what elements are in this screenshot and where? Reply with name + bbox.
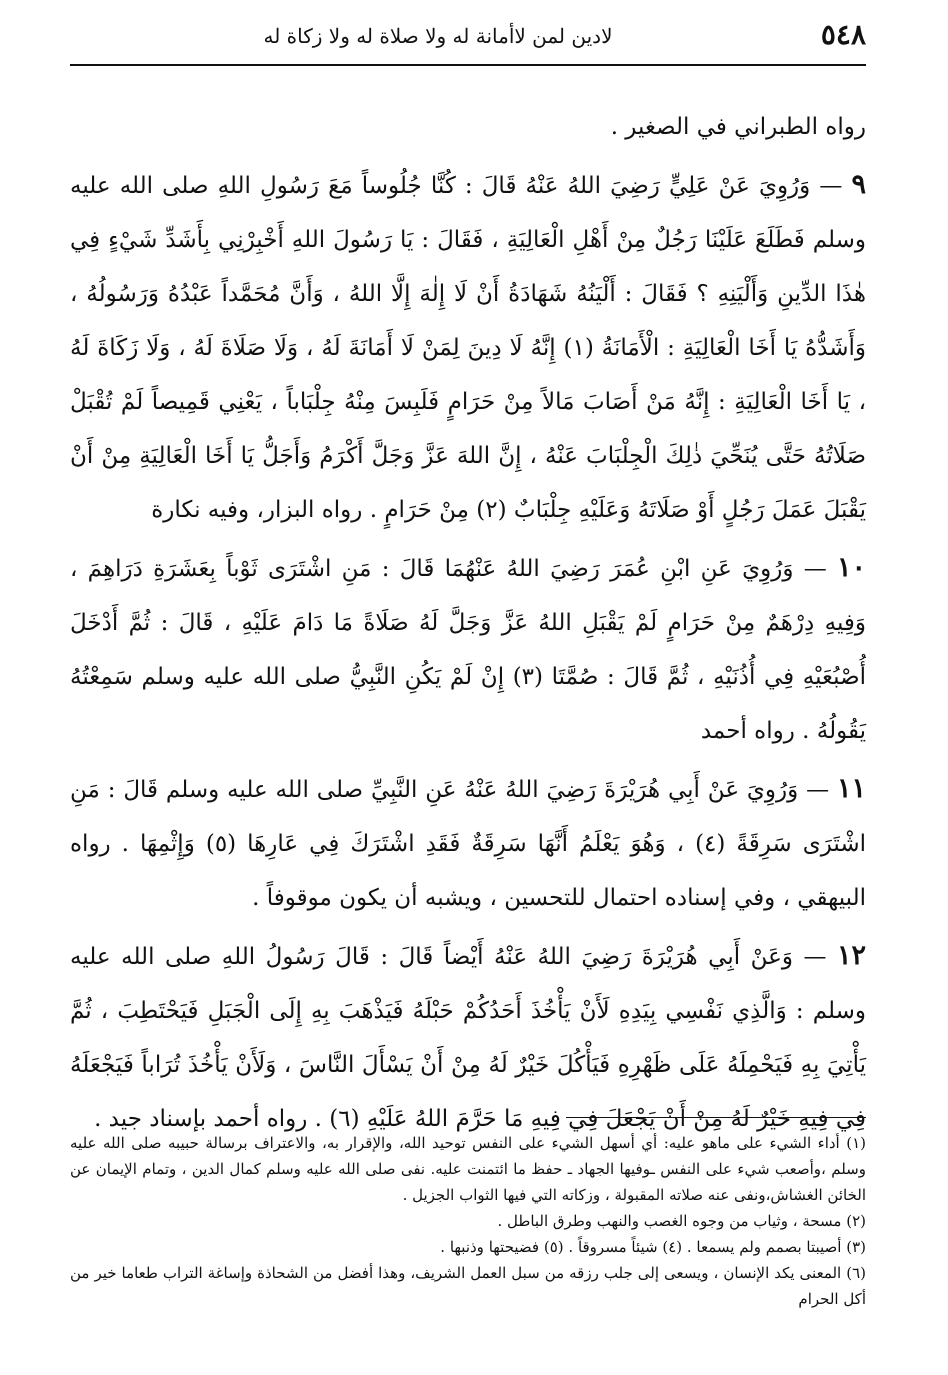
footnote-2: (٢) مسحة ، وثياب من وجوه الغصب والنهب وطرق الباطل . <box>497 1212 866 1230</box>
footnotes <box>70 1130 866 1312</box>
hadith-9 <box>70 158 866 537</box>
footnote-6: (٦) المعنى يكد الإنسان ، ويسعى إلى جلب رزقه من سبل العمل الشريف، وهذا أفضل من الشحاذة وإساغة التراب طعاما خير من أكل الحرام <box>70 1264 866 1308</box>
hadith-11 <box>70 762 866 925</box>
intro-line: رواه الطبراني في الصغير . <box>610 114 866 140</box>
hadith-text: — وَرُوِيَ عَنِ ابْنِ عُمَرَ رَضِيَ اللهُ عَنْهُمَا قَالَ : مَنِ اشْتَرَى ثَوْباً بِعَشَرَةِ دَرَاهِمَ ، وَفِيهِ دِرْهَمٌ مِنْ حَرَامٍ لَمْ يَقْبَلِ اللهُ عَزَّ وَجَلَّ لَهُ صَلَاةً مَا دَامَ عَلَيْهِ ، قَالَ : ثُمَّ أَدْخَلَ أُصْبُعَيْهِ فِي أُذُنَيْهِ ، ثُمَّ قَالَ : صُمَّتَا (٣) إِنْ لَمْ يَكُنِ النَّبِيُّ صلى الله عليه وسلم سَمِعْتُهُ يَقُولُهُ . رواه أحمد <box>70 556 866 744</box>
page-header <box>70 14 866 62</box>
hadith-number: ١٠ <box>837 552 867 583</box>
page-number: ٥٤٨ <box>820 18 866 51</box>
footnote-1: (١) أداء الشيء على ماهو عليه: أي أسهل الشيء على النفس توحيد الله، والإقرار به، والاعتراف برسالة حبيبه صلى الله عليه وسلم ،وأصعب شيء على النفس ـوفيها الجهاد ـ حفظ ما ائتمنت عليه. نفى صلى الله عليه وسلم كمال الدين ، وتمام الإيمان عن الخائن الغشاش،ونفى عنه صلاته المقبولة ، وزكاته التي فيها الثواب الجزيل . <box>70 1134 866 1204</box>
running-title: لادين لمن لاأمانة له ولا صلاة له ولا زكاة له <box>263 24 613 48</box>
footnote-3-4-5: (٣) أصيبتا بصمم ولم يسمعا . (٤) شيئاً مسروقاً . (٥) فضيحتها وذنبها . <box>440 1238 866 1256</box>
header-rule <box>70 64 866 66</box>
hadith-text: — وَرُوِيَ عَنْ عَلِيٍّ رَضِيَ اللهُ عَنْهُ قَالَ : كُنَّا جُلُوساً مَعَ رَسُولِ اللهِ صلى الله عليه وسلم فَطَلَعَ عَلَيْنَا رَجُلٌ مِنْ أَهْلِ الْعَالِيَةِ ، فَقَالَ : يَا رَسُولَ اللهِ أَخْبِرْنِي بِأَشَدِّ شَيْءٍ فِي هٰذَا الدِّينِ وَأَلْيَنِهِ ؟ فَقَالَ : أَلْيَنُهُ شَهَادَةُ أَنْ لَا إِلٰهَ إِلَّا اللهُ ، وَأَنَّ مُحَمَّداً عَبْدُهُ وَرَسُولُهُ ، وَأَشَدُّهُ يَا أَخَا الْعَالِيَةِ : الْأَمَانَةُ (١) إِنَّهُ لَا دِينَ لِمَنْ لَا أَمَانَةَ لَهُ ، وَلَا صَلَاةَ لَهُ ، وَلَا زَكَاةَ لَهُ ، يَا أَخَا الْعَالِيَةِ : إِنَّهُ مَنْ أَصَابَ مَالاً مِنْ حَرَامٍ فَلَبِسَ مِنْهُ جِلْبَاباً ، يَعْنِي قَمِيصاً لَمْ تُقْبَلْ صَلَاتُهُ حَتَّى يُنَحِّيَ ذٰلِكَ الْجِلْبَابَ عَنْهُ ، إِنَّ اللهَ عَزَّ وَجَلَّ أَكْرَمُ وَأَجَلُّ يَا أَخَا الْعَالِيَةِ مِنْ أَنْ يَقْبَلَ عَمَلَ رَجُلٍ أَوْ صَلَاتَهُ وَعَلَيْهِ جِلْبَابٌ (٢) مِنْ حَرَامٍ . رواه البزار، وفيه نكارة <box>70 173 867 523</box>
hadith-12 <box>70 929 866 1146</box>
hadith-number: ٩ <box>851 169 866 200</box>
hadith-10 <box>70 541 866 758</box>
footnote-rule <box>566 1117 866 1118</box>
hadith-text: — وَرُوِيَ عَنْ أَبِي هُرَيْرَةَ رَضِيَ اللهُ عَنْهُ عَنِ النَّبِيِّ صلى الله عليه وسلم قَالَ : مَنِ اشْتَرَى سَرِقَةً (٤) ، وَهُوَ يَعْلَمُ أَنَّهَا سَرِقَةٌ فَقَدِ اشْتَرَكَ فِي عَارِهَا (٥) وَإِثْمِهَا . رواه البيهقي ، وفي إسناده احتمال للتحسين ، ويشبه أن يكون موقوفاً . <box>70 777 866 911</box>
hadith-text: — وَعَنْ أَبِي هُرَيْرَةَ رَضِيَ اللهُ عَنْهُ أَيْضاً قَالَ : قَالَ رَسُولُ اللهِ صلى الله عليه وسلم : وَالَّذِي نَفْسِي بِيَدِهِ لَأَنْ يَأْخُذَ أَحَدُكُمْ حَبْلَهُ فَيَذْهَبَ بِهِ إِلَى الْجَبَلِ فَيَحْتَطِبَ ، ثُمَّ يَأْتِيَ بِهِ فَيَحْمِلَهُ عَلَى ظَهْرِهِ فَيَأْكُلَ خَيْرٌ لَهُ مِنْ أَنْ يَسْأَلَ النَّاسَ ، وَلَأَنْ يَأْخُذَ تُرَاباً فَيَجْعَلَهُ فِي فِيهِ خَيْرٌ لَهُ مِنْ أَنْ يَجْعَلَ فِي فِيهِ مَا حَرَّمَ اللهُ عَلَيْهِ (٦) . رواه أحمد بإسناد جيد . <box>70 944 866 1132</box>
main-text <box>70 100 866 1146</box>
hadith-number: ١١ <box>837 773 867 804</box>
hadith-number: ١٢ <box>837 940 867 971</box>
